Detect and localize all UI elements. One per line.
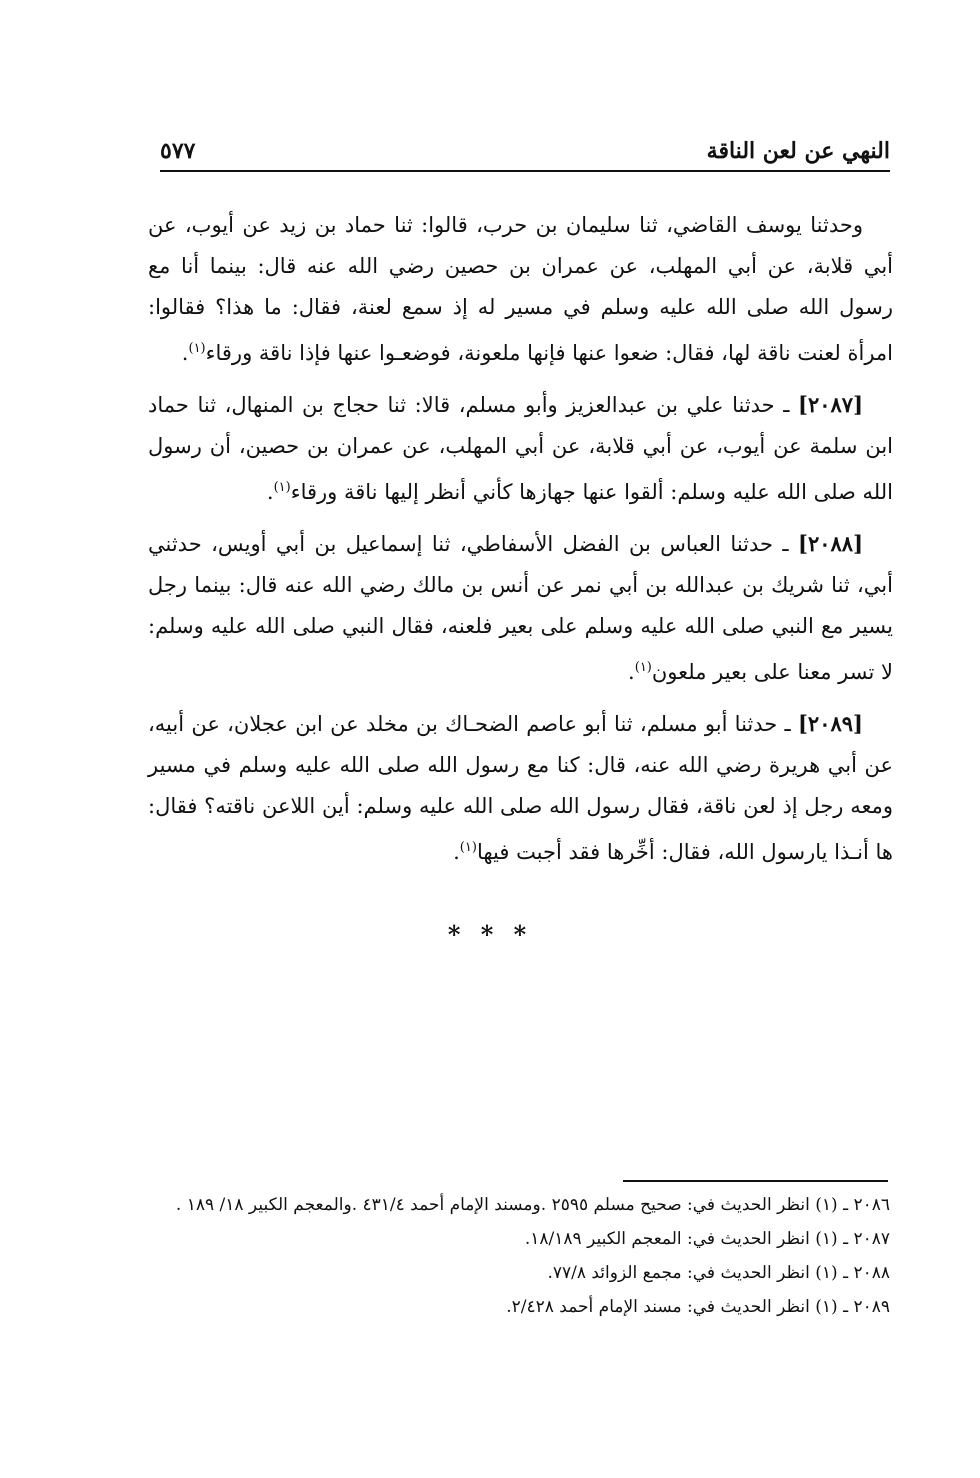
paragraph-end: . <box>266 480 274 504</box>
paragraph-end: . <box>453 840 460 864</box>
hadith-number: [٢٠٨٩] <box>797 711 863 736</box>
footnote-reference: (١) <box>459 840 477 855</box>
hadith-paragraph <box>148 384 893 513</box>
footnote-reference: (١) <box>188 341 206 356</box>
hadith-paragraph <box>148 703 893 873</box>
section-separator: * * * <box>447 920 533 949</box>
footnote-reference: (١) <box>273 480 291 495</box>
hadith-text: ـ حدثنا علي بن عبدالعزيز وأبو مسلم، قالا: ثنا حجاج بن المنهال، ثنا حماد ابن سلمة عن أيوب، عن أبي قلابة، عن أبي المهلب، عن عمران بن حصين، أن رسول الله صلى الله عليه وسلم: ألقوا عنها جهازها كأني أنظر إليها ناقة ورقاء <box>148 393 893 504</box>
paragraph-end: . <box>181 341 189 365</box>
footnote-reference: (١) <box>634 660 652 675</box>
paragraph-end: . <box>628 660 635 684</box>
page-header <box>160 138 890 172</box>
chapter-title: النهي عن لعن الناقة <box>706 138 890 164</box>
hadith-paragraph <box>148 523 893 693</box>
hadith-text: وحدثنا يوسف القاضي، ثنا سليمان بن حرب، قالوا: ثنا حماد بن زيد عن أيوب، عن أبي قلابة، عن أبي المهلب، عن عمران بن حصين رضي الله عنه قال: بينما أنا مع رسول الله صلى الله عليه وسلم في مسير له إذ سمع لعنة، فقال: ما هذا؟ فقالوا: امرأة لعنت ناقة لها، فقال: ضعوا عنها فإنها ملعونة، فوضعـوا عنها فإذا ناقة ورقاء <box>148 213 893 365</box>
footnote: ٢٠٨٧ ـ (١) انظر الحديث في: المعجم الكبير ١٨/١٨٩. <box>524 1229 890 1249</box>
footnote: ٢٠٨٨ ـ (١) انظر الحديث في: مجمع الزوائد ٧٧/٨. <box>547 1263 890 1283</box>
footnotes <box>120 1188 890 1324</box>
footnote: ٢٠٨٦ ـ (١) انظر الحديث في: صحيح مسلم ٢٥٩٥ .ومسند الإمام أحمد ٤٣١/٤ .والمعجم الكبير ١٨/ ١٨٩ . <box>175 1195 890 1215</box>
main-text <box>148 204 893 883</box>
footnote: ٢٠٨٩ ـ (١) انظر الحديث في: مسند الإمام أحمد ٢/٤٢٨. <box>506 1297 890 1317</box>
hadith-paragraph <box>148 204 893 374</box>
hadith-text: ـ حدثنا أبو مسلم، ثنا أبو عاصم الضحـاك بن مخلد عن ابن عجلان، عن أبيه، عن أبي هريرة رضي الله عنه، قال: كنا مع رسول الله صلى الله عليه وسلم في مسير ومعه رجل إذ لعن ناقة، فقال رسول الله صلى الله عليه وسلم: أين اللاعن ناقته؟ فقال: ها أنـذا يارسول الله، فقال: أخِّرها فقد أجبت فيها <box>148 712 893 864</box>
hadith-text: ـ حدثنا العباس بن الفضل الأسفاطي، ثنا إسماعيل بن أبي أويس، حدثني أبي، ثنا شريك بن عبدالله بن أبي نمر عن أنس بن مالك رضي الله عنه قال: بينما رجل يسير مع النبي صلى الله عليه وسلم على بعير فلعنه، فقال النبي صلى الله عليه وسلم: لا تسر معنا على بعير ملعون <box>148 532 893 684</box>
page-number: ٥٧٧ <box>160 138 196 164</box>
hadith-number: [٢٠٨٧] <box>798 392 863 417</box>
footnote-divider <box>623 1180 888 1182</box>
hadith-number: [٢٠٨٨] <box>798 531 863 556</box>
